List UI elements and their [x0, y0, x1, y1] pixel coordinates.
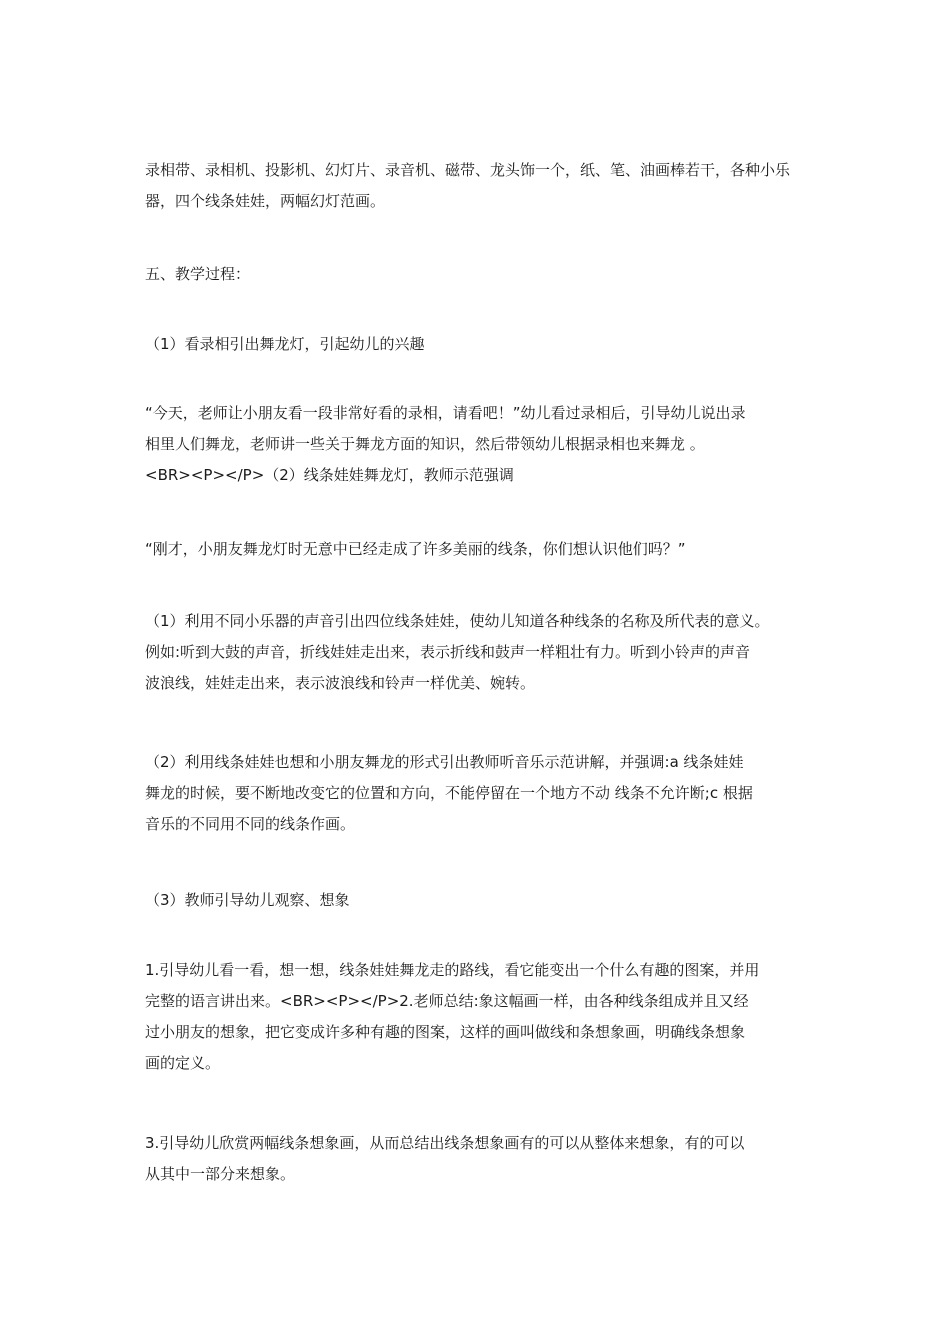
text-line: 从其中一部分来想象。: [145, 1165, 296, 1183]
text-line: 相里人们舞龙，老师讲一些关于舞龙方面的知识，然后带领幼儿根据录相也来舞龙 。: [145, 435, 705, 453]
text-line: “刚才，小朋友舞龙灯时无意中已经走成了许多美丽的线条，你们想认识他们吗？”: [145, 540, 686, 558]
section-heading: [145, 259, 817, 290]
text-line: 五、教学过程：: [145, 265, 251, 283]
text-line: 录相带、录相机、投影机、幻灯片、录音机、磁带、龙头饰一个，纸、笔、油画棒若干，各种小乐: [145, 161, 791, 179]
step-heading: [145, 885, 817, 916]
text-line: （1）看录相引出舞龙灯，引起幼儿的兴趣: [145, 335, 425, 353]
text-line: （1）利用不同小乐器的声音引出四位线条娃娃，使幼儿知道各种线条的名称及所代表的意义。: [145, 612, 770, 630]
paragraph-point-1: [145, 606, 817, 699]
text-line: 舞龙的时候，要不断地改变它的位置和方向，不能停留在一个地方不动 线条不允许断;c 根据: [145, 784, 753, 802]
text-line: “今天，老师让小朋友看一段非常好看的录相，请看吧！”幼儿看过录相后，引导幼儿说出录: [145, 404, 746, 422]
paragraph-materials: [145, 155, 817, 217]
text-line: 例如:听到大鼓的声音，折线娃娃走出来，表示折线和鼓声一样粗壮有力。听到小铃声的声音: [145, 643, 751, 661]
text-line: 3.引导幼儿欣赏两幅线条想象画，从而总结出线条想象画有的可以从整体来想象，有的可以: [145, 1134, 745, 1152]
text-line: 完整的语言讲出来。<BR><P></P>2.老师总结:象这幅画一样，由各种线条组成并且又经: [145, 992, 749, 1010]
text-line: （3）教师引导幼儿观察、想象: [145, 891, 350, 909]
paragraph-teacher-quote: [145, 534, 817, 565]
text-line: <BR><P></P>（2）线条娃娃舞龙灯，教师示范强调: [145, 466, 514, 484]
step-heading: [145, 329, 817, 360]
text-line: 1.引导幼儿看一看，想一想，线条娃娃舞龙走的路线，看它能变出一个什么有趣的图案，并用: [145, 961, 760, 979]
text-line: 过小朋友的想象，把它变成许多种有趣的图案，这样的画叫做线和条想象画，明确线条想象: [145, 1023, 746, 1041]
paragraph-item-3: [145, 1128, 817, 1190]
paragraph-items-1-2: [145, 955, 817, 1079]
text-line: 器，四个线条娃娃，两幅幻灯范画。: [145, 192, 386, 210]
text-line: 波浪线，娃娃走出来，表示波浪线和铃声一样优美、婉转。: [145, 674, 536, 692]
paragraph-step-1: [145, 398, 817, 491]
paragraph-point-2: [145, 747, 817, 840]
text-line: （2）利用线条娃娃也想和小朋友舞龙的形式引出教师听音乐示范讲解，并强调:a 线条娃娃: [145, 753, 744, 771]
text-line: 画的定义。: [145, 1054, 221, 1072]
text-line: 音乐的不同用不同的线条作画。: [145, 815, 356, 833]
